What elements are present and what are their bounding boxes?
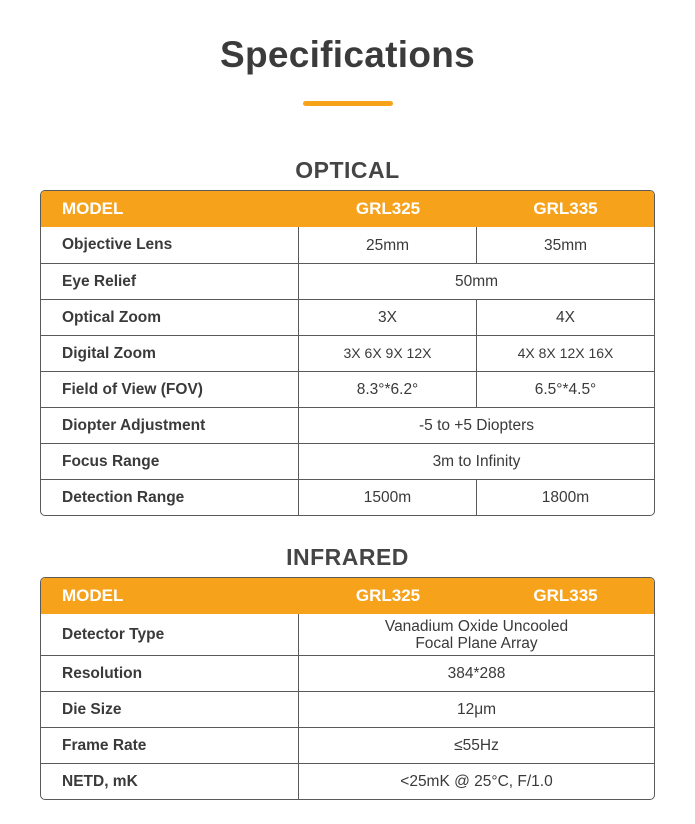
- header-grl335: GRL335: [533, 199, 598, 218]
- row-label: Diopter Adjustment: [41, 408, 299, 443]
- value-grl325: 3X: [299, 300, 477, 335]
- row-label: Optical Zoom: [41, 300, 299, 335]
- header-grl335: GRL335: [533, 586, 598, 605]
- row-label: Eye Relief: [41, 264, 299, 299]
- value-line-2: Focal Plane Array: [415, 634, 538, 652]
- value-shared: 50mm: [454, 273, 499, 290]
- value-shared: 12μm: [456, 701, 497, 718]
- row-label: Die Size: [41, 692, 299, 727]
- header-grl325: GRL325: [355, 586, 421, 605]
- title-underline: [303, 101, 393, 106]
- value-line-1: Vanadium Oxide Uncooled: [384, 617, 569, 635]
- header-model: MODEL: [62, 586, 124, 605]
- table-row: [41, 371, 654, 407]
- table-row: [41, 691, 654, 727]
- value-grl325: 8.3°*6.2°: [299, 372, 477, 407]
- row-label: Detection Range: [41, 480, 299, 515]
- row-label: NETD, mK: [41, 764, 299, 799]
- value-shared: [299, 614, 654, 655]
- value-grl335: 4X: [556, 309, 575, 326]
- value-shared: ≤55Hz: [454, 737, 499, 754]
- row-label: Objective Lens: [41, 227, 299, 263]
- value-grl325: 1500m: [299, 480, 477, 515]
- table-row: [41, 227, 654, 263]
- infrared-spec-table: [40, 577, 655, 800]
- table-row: [41, 614, 654, 655]
- page-title: Specifications: [219, 34, 476, 75]
- row-label: Frame Rate: [41, 728, 299, 763]
- optical-section-title: OPTICAL: [295, 157, 400, 183]
- table-row: [41, 443, 654, 479]
- value-shared: -5 to +5 Diopters: [418, 417, 535, 434]
- table-row: [41, 263, 654, 299]
- header-model: MODEL: [62, 199, 124, 218]
- table-row: [41, 407, 654, 443]
- value-grl335: 1800m: [541, 489, 590, 506]
- optical-table-header: [41, 191, 654, 227]
- row-label: Digital Zoom: [41, 336, 299, 371]
- value-grl325: 3X 6X 9X 12X: [299, 336, 477, 371]
- row-label: Field of View (FOV): [41, 372, 299, 407]
- value-grl335: 6.5°*4.5°: [534, 381, 597, 398]
- table-row: [41, 479, 654, 515]
- row-label: Resolution: [41, 656, 299, 691]
- table-row: [41, 655, 654, 691]
- row-label: Detector Type: [41, 614, 299, 655]
- header-grl325: GRL325: [355, 199, 421, 218]
- value-shared: 3m to Infinity: [432, 453, 521, 470]
- table-row: [41, 335, 654, 371]
- infrared-table-header: [41, 578, 654, 614]
- table-row: [41, 727, 654, 763]
- value-shared: <25mK @ 25°C, F/1.0: [400, 773, 553, 790]
- value-grl325: 25mm: [299, 227, 477, 263]
- value-grl335: 4X 8X 12X 16X: [517, 345, 614, 361]
- table-row: [41, 299, 654, 335]
- optical-spec-table: [40, 190, 655, 516]
- value-grl335: 35mm: [543, 236, 588, 254]
- table-row: [41, 763, 654, 799]
- value-shared: 384*288: [447, 665, 506, 682]
- infrared-section-title: INFRARED: [286, 544, 409, 570]
- row-label: Focus Range: [41, 444, 299, 479]
